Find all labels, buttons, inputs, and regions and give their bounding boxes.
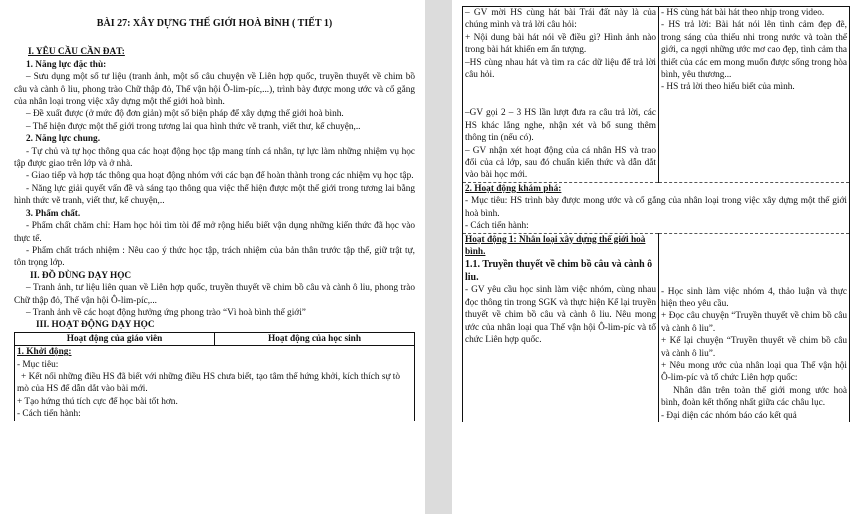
- document-page-right: [452, 0, 855, 514]
- paragraph: – Thể hiện được một thế giới trong tương lai qua hình thức vẽ tranh, viết thư, kể chuyện,..: [26, 121, 361, 132]
- row-line: + Tạo hứng thú tích cực để học bài tốt hơn.: [17, 396, 178, 407]
- cell-text: – GV mời HS cùng hát bài Trái đất này là của chúng mình và trả lời câu hỏi:: [465, 8, 656, 31]
- cell-text: - Đại diện các nhóm báo cáo kết quả: [661, 410, 797, 421]
- teacher-cell: [463, 7, 659, 183]
- cell-text: Nhân dân trên toàn thế giới mong ước hoà bình, đoàn kết thống nhất giữa các châu lục.: [661, 385, 847, 409]
- column-header-student: Hoạt động của học sinh: [215, 332, 415, 345]
- activity-subtitle: 1.1. Truyền thuyết về chim bồ câu và cành ô liu.: [465, 259, 653, 284]
- row-line: - Cách tiến hành:: [465, 221, 529, 232]
- column-header-teacher: Hoạt động của giáo viên: [15, 332, 215, 345]
- row-line: - Cách tiến hành:: [17, 409, 81, 420]
- lesson-title: BÀI 27: XÂY DỰNG THẾ GIỚI HOÀ BÌNH ( TIẾT 1): [96, 18, 333, 29]
- activities-table: [14, 332, 415, 421]
- paragraph: - Tự chủ và tự học thông qua các hoạt động học tập mang tính cá nhân, tự lực làm những nhiệm vụ học tập được giao trên lớp và ở nhà.: [14, 146, 415, 170]
- cell-text: –GV gọi 2 – 3 HS lần lượt đưa ra câu trả lời, các HS khác lắng nghe, nhận xét và bổ sung thêm thông tin (nếu có).: [465, 108, 656, 144]
- cell-text: - GV yêu cầu học sinh làm việc nhóm, cùng nhau đọc thông tin trong SGK và thực hiện Kể lại truyền thuyết về chim bồ câu và cành ô liu. Nêu mong ước của nhân loại qua Thế vận hội Ô-lim-píc và tổ chức Liên hợp quốc.: [465, 285, 656, 345]
- paragraph: - Giao tiếp và hợp tác thông qua hoạt động nhóm với các bạn để hoàn thành trong các nhiệm vụ học tập.: [26, 171, 414, 182]
- section-1-heading: I. YÊU CẦU CẦN ĐẠT:: [28, 47, 125, 58]
- paragraph: – Đề xuất được (ở mức độ đơn giản) một số biện pháp để xây dựng thế giới hoà bình.: [26, 109, 344, 120]
- paragraph: - Năng lực giải quyết vấn đề và sáng tạo thông qua việc thể hiện được một thế giới trong tương lai bằng hình thức vẽ tranh, viết thư, kể chuyện,..: [14, 183, 415, 207]
- section-2-heading: II. ĐỒ DÙNG DẠY HỌC: [30, 270, 132, 281]
- paragraph: - Phẩm chất trách nhiệm : Nêu cao ý thức học tập, trách nhiệm của bản thân trước tập thể, giữ trật tự, tôn trọng lớp.: [14, 245, 415, 269]
- student-cell: [659, 233, 850, 422]
- paragraph: – Tranh ảnh, tư liệu liên quan về Liên hợp quốc, truyền thuyết về chim bồ câu và cành ô liu, phong trào Chữ thập đỏ, Thế vận hội Ô-lim-píc,...: [14, 283, 415, 306]
- cell-text: - HS cùng hát bài hát theo nhịp trong video.: [661, 8, 825, 18]
- subsection-1-1: 1. Năng lực đặc thù:: [26, 59, 107, 70]
- student-cell: [659, 7, 850, 183]
- cell-text: + Nêu mong ước của nhân loại qua Thế vận hội Ô-lim-píc và tổ chức Liên hợp quốc:: [661, 360, 847, 384]
- row-line: - Mục tiêu: HS trình bày được mong ước và cố gắng của nhân loại trong việc xây dựng một thế giới hoà bình.: [465, 196, 847, 219]
- paragraph: – Sưu dụng một số tư liệu (tranh ảnh, một số câu chuyện về Liên hợp quốc, truyền thuyết về chim bồ câu và cành ô liu, phong trào Chữ thập đỏ, Thế vận hội Ô-lim-píc,...), trình bày được mong ước và cố gắng của nhân loại trong việc xây dựng một thế giới hoà bình.: [14, 72, 415, 108]
- paragraph: - Phẩm chất chăm chỉ: Ham học hỏi tìm tòi để mở rộng hiểu biết vận dụng những kiến thức đã học vào thực tế.: [14, 221, 415, 244]
- cell-text: - HS trả lời theo hiểu biết của mình.: [661, 82, 795, 93]
- cell-text: - Học sinh làm việc nhóm 4, thảo luận và thực hiện theo yêu cầu.: [661, 286, 847, 309]
- cell-text: + Nội dung bài hát nói về điều gì? Hình ảnh nào trong bài hát khiến em ấn tượng.: [465, 32, 656, 56]
- row-line: + Kết nối những điều HS đã biết với những điều HS chưa biết, tạo tâm thế hứng khởi, kích thích sự tò mò của HS để dẫn dắt vào bài mới.: [17, 371, 401, 395]
- teacher-cell: [463, 233, 659, 422]
- row-line: - Mục tiêu:: [17, 359, 59, 370]
- row-title: 2. Hoạt động khám phá:: [465, 183, 562, 194]
- activities-table-continued: [462, 6, 850, 422]
- subsection-1-3: 3. Phẩm chất.: [26, 208, 81, 219]
- table-row: [15, 346, 415, 421]
- row-title: 1. Khởi động:: [17, 347, 72, 358]
- section-3-heading: III. HOẠT ĐỘNG DẠY HỌC: [36, 320, 155, 331]
- subsection-1-2: 2. Năng lực chung.: [26, 134, 101, 145]
- cell-text: - HS trả lời: Bài hát nói lên tình cảm đẹp đẽ, trong sáng của thiếu nhi trong nước và toàn thế giới, ca ngợi những ước mơ cao đẹp, tình cảm tha thiết của các em mong muốn được sống trong hòa bình, yêu thương...: [661, 20, 847, 81]
- activity-title: Hoạt động 1: Nhân loại xây dựng thế giới hoà bình.: [465, 234, 646, 257]
- document-page-left: [0, 0, 425, 514]
- paragraph: – Tranh ảnh về các hoạt động hưởng ứng phong trào “Vì hoà bình thế giới”: [26, 307, 306, 318]
- table-row: [463, 182, 850, 233]
- cell-text: + Đọc câu chuyện “Truyền thuyết về chim bồ câu và cành ô liu”.: [661, 311, 847, 334]
- cell-text: + Kể lại chuyện “Truyền thuyết về chim bồ câu và cành ô liu”.: [661, 336, 847, 359]
- cell-text: –HS cùng nhau hát và tìm ra các dữ liệu để trả lời câu hỏi.: [465, 57, 656, 81]
- cell-text: – GV nhận xét hoạt động của cá nhân HS và trao đổi của cả lớp, sau đó chuẩn kiến thức và dẫn dắt vào bài học mới.: [465, 145, 656, 181]
